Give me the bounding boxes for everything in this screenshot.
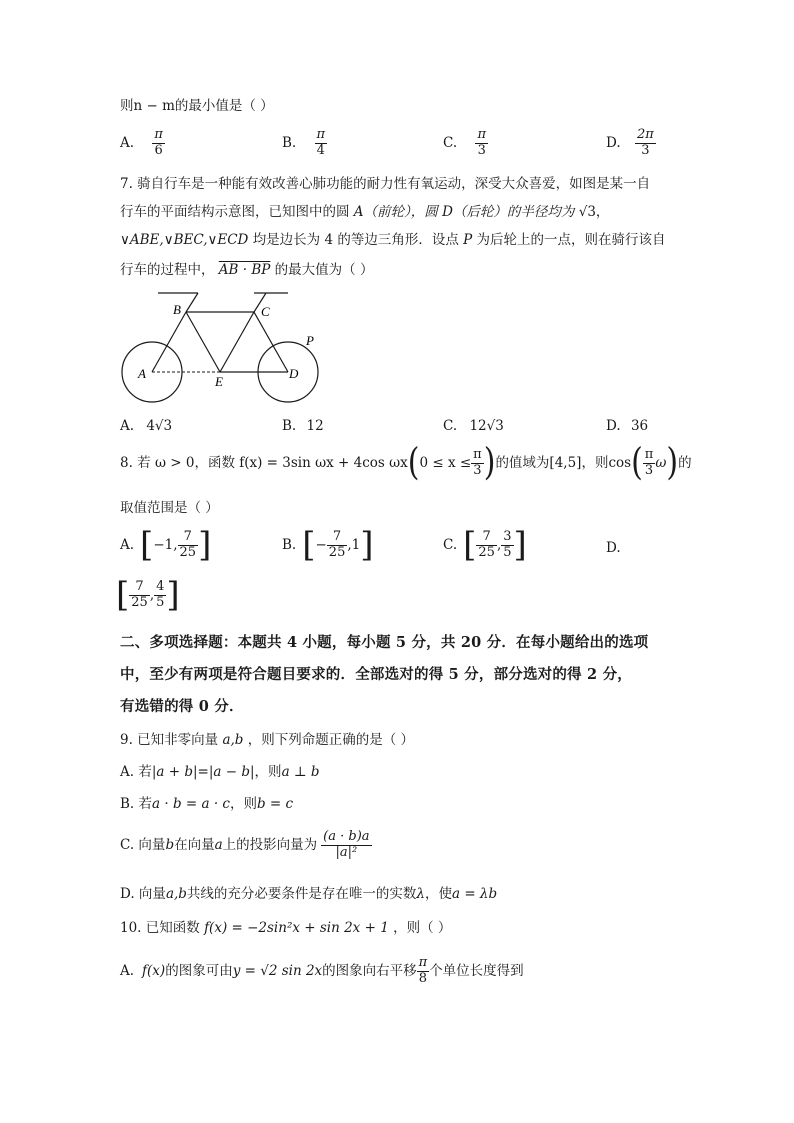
- q10-option-a-1: A.: [120, 963, 135, 980]
- q8-option-d-bracket-close: ]: [166, 575, 180, 615]
- q7-option-b-label: B.: [282, 418, 297, 434]
- q9-option-b-3: ，则: [229, 796, 257, 812]
- q7-line-2: [120, 204, 609, 220]
- q8-option-b-num: 7: [327, 530, 348, 546]
- q8-cond-frac: $\frac{\pi}{3}$: [473, 447, 482, 478]
- q9-option-d-4: λ: [416, 886, 425, 902]
- q10-stem: [120, 920, 451, 936]
- q8-option-c-frac-2: [501, 530, 513, 561]
- q9-option-a-6: a ⊥ b: [281, 764, 320, 780]
- q10-option-a-num: π: [418, 955, 428, 970]
- q9-option-b-1: B. 若: [120, 796, 153, 812]
- q8-option-b-frac: [327, 530, 348, 561]
- q9-option-c-2: b: [165, 837, 175, 854]
- q6-option-c-den: 3: [477, 142, 486, 158]
- q7-option-c-value: 12√3: [469, 418, 504, 434]
- q7-line-4: [120, 262, 373, 278]
- q10-option-a-4: y = √2 sin 2x: [232, 963, 323, 980]
- q9-option-a-2: a + b: [156, 764, 193, 780]
- q9-stem-vars: a,b: [222, 732, 244, 748]
- q6-option-d-den: 3: [641, 142, 650, 158]
- q8-stem: [120, 440, 692, 485]
- q9-option-a: [120, 764, 320, 780]
- q7-option-d-label: D.: [606, 418, 621, 434]
- q8-option-d-bracket-open: [: [116, 575, 130, 615]
- label-a: A: [138, 366, 146, 381]
- q8-option-d-num: 7: [129, 580, 150, 596]
- q10-option-a-6: 个单位长度得到: [429, 963, 524, 980]
- q8-stem-b: 的值域为[4,5]，则cos: [495, 455, 632, 472]
- q10-option-a-5: 的图象向右平移: [322, 963, 417, 980]
- q7-option-d: [606, 418, 648, 434]
- segment-ec: [220, 312, 254, 372]
- q8-option-a-num: 7: [178, 530, 199, 546]
- q10-option-a: [120, 956, 524, 987]
- q8-option-a-bracket-close: ]: [198, 525, 212, 565]
- q8-option-c-den2: 5: [503, 544, 512, 560]
- q8-option-a-label: A.: [120, 537, 135, 553]
- label-p: P: [306, 333, 314, 348]
- q8-option-a-frac: [178, 530, 199, 561]
- q8-stem-d: 的: [678, 455, 692, 472]
- q6-option-b-num: π: [316, 127, 326, 142]
- q9-option-c-den: |a|²: [335, 844, 358, 860]
- q10-stem-func: f(x) = −2sin²x + sin 2x + 1: [204, 920, 389, 936]
- q7-line-2-b: A（前轮），圆: [353, 204, 438, 220]
- q6-option-d-num: 2π: [636, 127, 654, 142]
- q7-option-c: [443, 418, 504, 434]
- q6-tail-text: 则n − m的最小值是（ ）: [120, 98, 274, 114]
- q9-stem-end: ，则下列命题正确的是（ ）: [247, 732, 415, 748]
- q7-line-4-vectors: AB · BP: [218, 262, 271, 278]
- q8-option-c: [443, 525, 527, 565]
- q6-option-a: [120, 128, 165, 159]
- q8-option-c-comma: ,: [496, 537, 502, 553]
- q8-option-d-frac-1: [129, 580, 150, 611]
- label-b: B: [173, 302, 181, 317]
- q8-stem-omega: ω: [655, 455, 667, 472]
- q9-option-d-1: D. 向量: [120, 886, 166, 902]
- q8-line-2: 取值范围是（ ）: [120, 500, 219, 516]
- q10-stem-end: ，则（ ）: [393, 920, 452, 936]
- section-2-line-1: 二、多项选择题：本题共 4 小题，每小题 5 分，共 20 分．在每小题给出的选项: [120, 634, 649, 651]
- q7-line-3-c: P: [463, 232, 473, 248]
- q8-option-b-label: B.: [282, 537, 297, 553]
- q7-line-4-a: 行车的过程中，: [120, 262, 215, 278]
- q7-line-2-c: D（后轮）的半径均为: [442, 204, 575, 220]
- q9-option-c-3: 在向量: [174, 837, 215, 854]
- q10-stem-text: 10. 已知函数: [120, 920, 200, 936]
- q6-option-a-num: π: [154, 127, 163, 142]
- q6-option-c: [443, 128, 488, 159]
- q10-option-a-frac: [417, 956, 430, 987]
- q8-option-b-bracket-close: ]: [360, 525, 374, 565]
- q6-option-a-den: 6: [154, 142, 163, 158]
- q9-option-b: [120, 796, 293, 812]
- q9-stem-text: 9. 已知非零向量: [120, 732, 219, 748]
- q6-option-c-label: C.: [443, 134, 458, 151]
- q9-option-b-4: b = c: [256, 796, 294, 812]
- q9-option-c: [120, 830, 372, 861]
- q7-line-2-a: 行车的平面结构示意图，已知图中的圆: [120, 204, 350, 220]
- q7-option-a-value: 4√3: [146, 418, 173, 434]
- q9-option-a-5: |，则: [250, 764, 282, 780]
- q8-option-d-label: D.: [606, 540, 621, 556]
- q8-option-a-den: 25: [179, 544, 197, 560]
- q9-option-c-1: C. 向量: [120, 837, 166, 854]
- q8-option-c-num: 7: [476, 530, 497, 546]
- q8-option-c-num2: 3: [503, 528, 512, 544]
- q8-option-c-label: C.: [443, 537, 458, 553]
- q9-option-c-4: a: [214, 837, 223, 854]
- section-2-line-2: 中，至少有两项是符合题目要求的．全部选对的得 5 分，部分选对的得 2 分，: [120, 666, 632, 683]
- q9-option-a-4: a − b: [213, 764, 250, 780]
- q8-option-d-num2: 4: [156, 578, 165, 594]
- q7-line-4-c: 的最大值为（ ）: [274, 262, 374, 278]
- q6-option-b-den: 4: [316, 142, 325, 158]
- q8-option-d: [116, 575, 180, 615]
- q7-line-3-d: 为后轮上的一点，则在骑行该自: [476, 232, 666, 248]
- q8-stem-a: 8. 若 ω > 0，函数 f(x) = 3sin ωx + 4cos ωx: [120, 455, 408, 472]
- q7-line-2-d: √3，: [578, 204, 610, 220]
- q8-stem-cond: 0 ≤ x ≤: [419, 455, 472, 472]
- q8-option-b-left: −: [315, 537, 327, 553]
- q6-option-b: [282, 128, 327, 159]
- q8-option-d-den2: 5: [156, 594, 165, 610]
- segment-be: [186, 312, 220, 372]
- q9-option-a-1: A. 若|: [120, 764, 157, 780]
- q7-line-3: [120, 232, 666, 248]
- q9-option-d: [120, 886, 497, 902]
- q9-option-d-5: ，使: [424, 886, 452, 902]
- q8-option-c-den: 25: [478, 544, 495, 560]
- q8-paren-open-2: (: [631, 440, 643, 485]
- q9-option-a-3: |=|: [192, 764, 214, 780]
- q9-stem: [120, 732, 414, 748]
- q8-paren-close-2: ): [666, 440, 679, 485]
- q7-line-3-a: ∨ABE,∨BEC,∨ECD: [120, 232, 249, 248]
- q6-option-d: [606, 128, 656, 159]
- q6-option-b-label: B.: [282, 134, 297, 151]
- q6-option-d-label: D.: [606, 134, 621, 151]
- q8-option-a: [120, 525, 212, 565]
- q8-option-d-frac-2: [154, 580, 166, 611]
- section-2-line-3: 有选错的得 0 分．: [120, 698, 244, 715]
- q8-option-a-bracket-open: [: [140, 525, 154, 565]
- bicycle-diagram: [115, 288, 335, 408]
- q7-option-b-value: 12: [306, 418, 324, 434]
- q9-option-c-5: 上的投影向量为: [222, 837, 318, 854]
- q8-option-d-comma: ,: [149, 587, 155, 603]
- q7-line-3-b: 均是边长为 4 的等边三角形．设点: [252, 232, 459, 248]
- label-c: C: [261, 304, 270, 319]
- q8-option-c-bracket-open: [: [463, 525, 477, 565]
- q9-option-c-num: (a · b)a: [323, 829, 370, 844]
- q7-option-a-label: A.: [120, 418, 135, 434]
- q8-option-d-label-wrap: [606, 540, 621, 556]
- q8-paren-open: (: [407, 440, 420, 485]
- q8-option-b-den: 25: [328, 544, 346, 560]
- q6-option-c-num: π: [477, 127, 486, 142]
- q10-option-a-den: 8: [418, 970, 428, 986]
- label-d: D: [289, 366, 299, 381]
- label-e: E: [215, 374, 223, 389]
- q9-option-d-2: a,b: [165, 886, 187, 902]
- q7-line-1: 7. 骑自行车是一种能有效改善心肺功能的耐力性有氧运动，深受大众喜爱，如图是某一自: [120, 176, 651, 192]
- q8-paren-close: ): [483, 440, 496, 485]
- q9-option-d-6: a = λb: [451, 886, 498, 902]
- q9-option-d-3: 共线的充分必要条件是存在唯一的实数: [186, 886, 417, 902]
- q7-option-d-value: 36: [630, 418, 649, 434]
- q8-option-a-left: −1,: [153, 537, 178, 553]
- q10-option-a-3: 的图象可由: [165, 963, 233, 980]
- q6-option-a-label: A.: [120, 134, 135, 151]
- q6-option-a-frac: [152, 128, 165, 159]
- q6-option-c-frac: [475, 128, 488, 159]
- q8-option-b-bracket-open: [: [302, 525, 316, 565]
- seat-post-b: [186, 293, 198, 312]
- q8-cos-frac: $\frac{\pi}{3}$: [644, 447, 654, 478]
- q9-option-b-2: a · b = a · c: [152, 796, 230, 812]
- q7-option-c-label: C.: [443, 418, 458, 434]
- q8-option-b: [282, 525, 374, 565]
- q9-option-c-frac: [321, 830, 371, 861]
- q8-option-c-bracket-close: ]: [513, 525, 527, 565]
- q8-option-c-frac-1: [476, 530, 497, 561]
- q8-option-b-right: ,1: [347, 537, 361, 553]
- q6-option-b-frac: [315, 128, 328, 159]
- q7-option-a: [120, 418, 172, 434]
- q10-option-a-2: f(x): [142, 963, 166, 980]
- q8-option-d-den: 25: [131, 594, 148, 610]
- q7-option-b: [282, 418, 324, 434]
- q6-option-d-frac: [635, 128, 656, 159]
